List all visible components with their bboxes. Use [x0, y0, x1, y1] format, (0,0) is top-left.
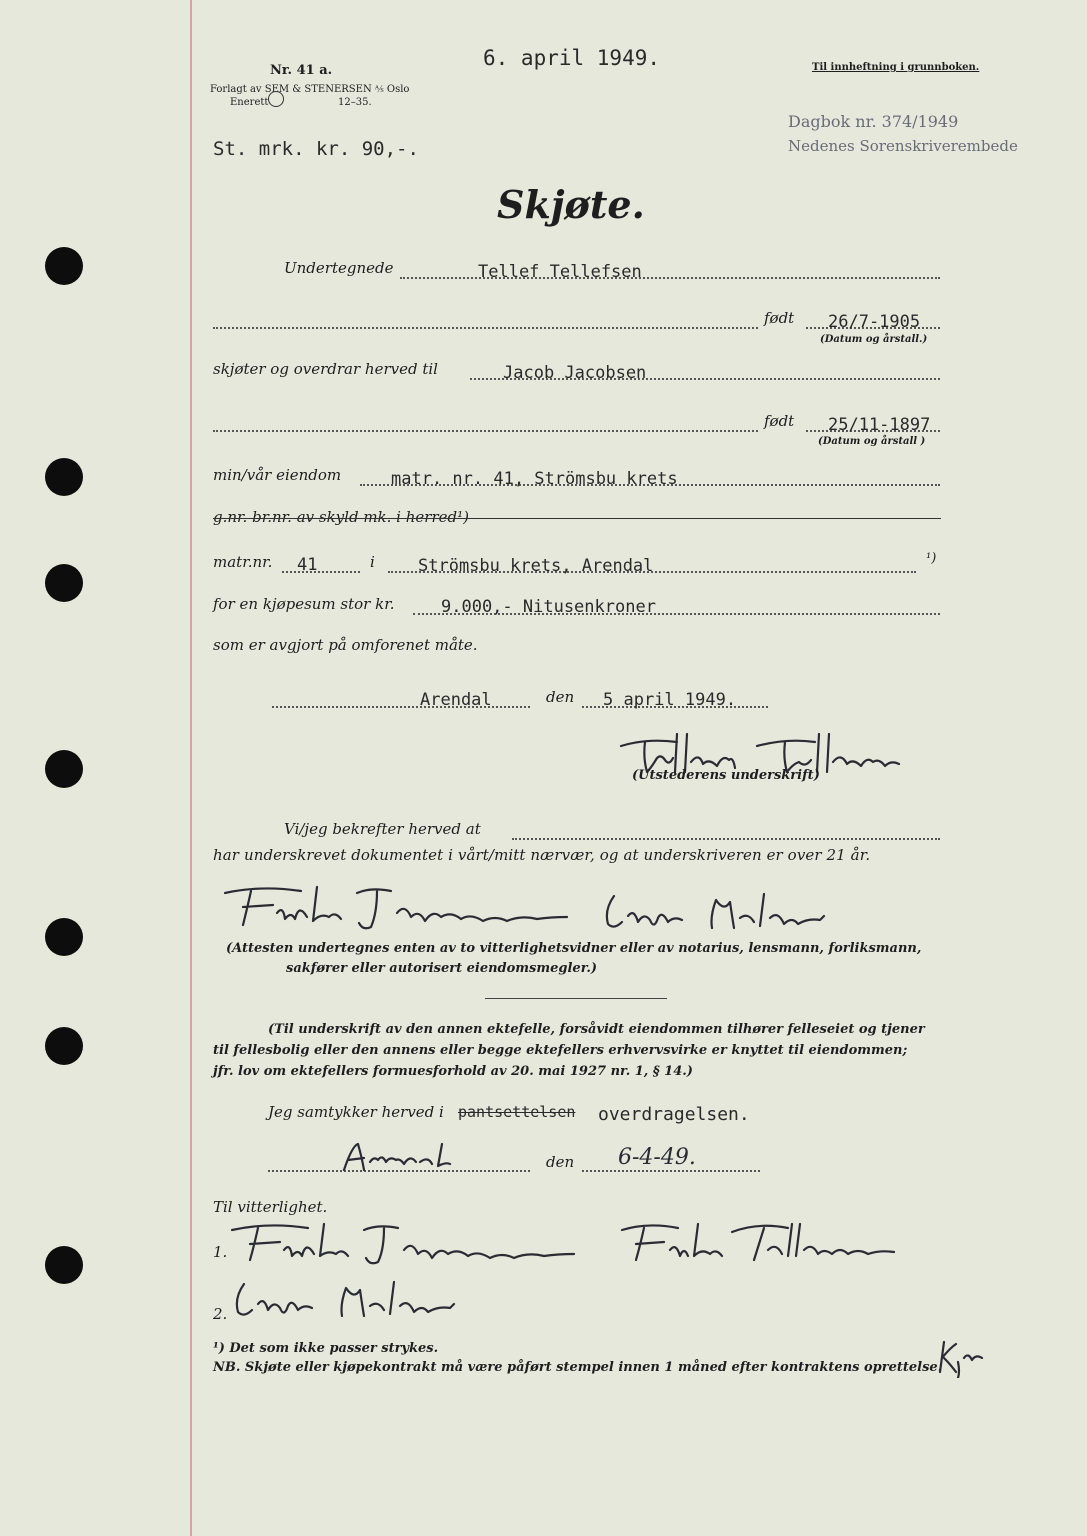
consent-struck: pantsettelsen [458, 1103, 576, 1121]
matr-label: matr.nr. [213, 553, 273, 571]
dotted-line [582, 1170, 760, 1172]
witness-num-1: 1. [213, 1243, 228, 1261]
kjopesum-label: for en kjøpesum stor kr. [213, 595, 395, 613]
vitterlighet-label: Til vitterlighet. [213, 1198, 328, 1216]
fodt-label: født [764, 309, 795, 327]
header-right: Til innheftning i grunnboken. [812, 62, 980, 73]
eiendom-label: min/vår eiendom [213, 466, 342, 484]
witness2-signature [228, 1278, 508, 1322]
punch-hole [45, 1027, 83, 1065]
date-top: 6. april 1949. [483, 46, 661, 70]
publisher-enerett: Enerett [230, 97, 269, 108]
attest-note1: (Attesten undertegnes enten av to vitterlighetsvidner eller av notarius, lensmann, forliksmann, [226, 941, 922, 956]
consent-label: Jeg samtykker herved i [268, 1103, 444, 1121]
stamp-office: Nedenes Sorenskriverembede [788, 137, 1018, 155]
avgjort-text: som er avgjort på omforenet måte. [213, 636, 478, 654]
initials-signature [936, 1338, 986, 1378]
buyer-name: Jacob Jacobsen [503, 363, 647, 383]
publisher-logo-icon [268, 91, 284, 107]
eiendom-value: matr. nr. 41, Strömsbu krets [391, 469, 678, 489]
sign-place: Arendal [420, 690, 492, 710]
dotted-line [213, 327, 758, 329]
footnote-mark: ¹) [926, 551, 937, 566]
nb-note: NB. Skjøte eller kjøpekontrakt må være påført stempel innen 1 måned efter kontraktens oprettelse. [213, 1360, 943, 1375]
den-label: den [546, 1153, 575, 1171]
consent-date: 6-4-49. [618, 1145, 696, 1170]
seller-name: Tellef Tellefsen [478, 262, 642, 282]
form-number: Nr. 41 a. [270, 63, 333, 78]
i-label: i [370, 553, 375, 571]
witness1-signature [228, 1220, 588, 1266]
attest-line1: Vi/jeg bekrefter herved at [284, 820, 481, 838]
footnote: ¹) Det som ikke passer strykes. [213, 1341, 439, 1356]
sign-date: 5 april 1949. [603, 690, 737, 710]
den-label: den [546, 688, 575, 706]
consent-typed: overdragelsen. [598, 1104, 750, 1125]
spouse-note3: jfr. lov om ektefellers formuesforhold av 20. mai 1927 nr. 1, § 14.) [213, 1064, 693, 1079]
punch-hole [45, 1246, 83, 1284]
punch-hole [45, 564, 83, 602]
punch-hole [45, 247, 83, 285]
spouse-note1: (Til underskrift av den annen ektefelle, forsåvidt eiendommen tilhører felleseiet og tjener [268, 1022, 925, 1037]
spouse-signature [618, 1220, 918, 1266]
attest-note2: sakfører eller autorisert eiendomsmegler.) [286, 961, 598, 976]
margin-line [190, 0, 192, 1536]
dotted-line [512, 838, 940, 840]
stamp-dagbok: Dagbok nr. 374/1949 [788, 112, 959, 131]
matr-value: 41 [297, 555, 318, 575]
witness2-signature [598, 890, 870, 934]
publisher-line: Forlagt av SEM & STENERSEN ⅍ Oslo [210, 84, 410, 95]
attest-line2: har underskrevet dokumentet i vårt/mitt nærvær, og at underskriveren er over 21 år. [213, 846, 871, 864]
punch-hole [45, 918, 83, 956]
fodt-label: født [764, 412, 795, 430]
page-title: Skjøte. [497, 182, 645, 227]
skjoter-label: skjøter og overdrar herved til [213, 360, 438, 378]
matr-place: Strömsbu krets, Arendal [418, 556, 654, 576]
publisher-code: 12–35. [338, 97, 372, 108]
gnr-line: g.nr. br.nr. av skyld mk. i herred¹) [213, 508, 469, 526]
punch-hole [45, 458, 83, 496]
utsteder-label: (Utstederens underskrift) [632, 768, 820, 783]
witness-num-2: 2. [213, 1305, 228, 1323]
buyer-born: 25/11-1897 [828, 415, 931, 435]
divider [485, 998, 667, 999]
dotted-line [282, 571, 360, 573]
strikethrough [213, 518, 941, 519]
datum-note: (Datum og årstall ) [818, 436, 926, 447]
kjopesum-value: 9.000,- Nitusenkroner [441, 597, 656, 617]
spouse-note2: til fellesbolig eller den annens eller begge ektefellers erhvervsvirke er knyttet til eiendommen; [213, 1043, 908, 1058]
witness1-signature [221, 883, 581, 933]
arendal-handwritten [338, 1140, 468, 1176]
undertegnede-label: Undertegnede [284, 259, 394, 277]
punch-hole [45, 750, 83, 788]
seller-born: 26/7-1905 [828, 312, 921, 332]
datum-note: (Datum og årstall.) [820, 334, 928, 345]
stamp-duty: St. mrk. kr. 90,-. [213, 138, 419, 160]
dotted-line [213, 430, 758, 432]
